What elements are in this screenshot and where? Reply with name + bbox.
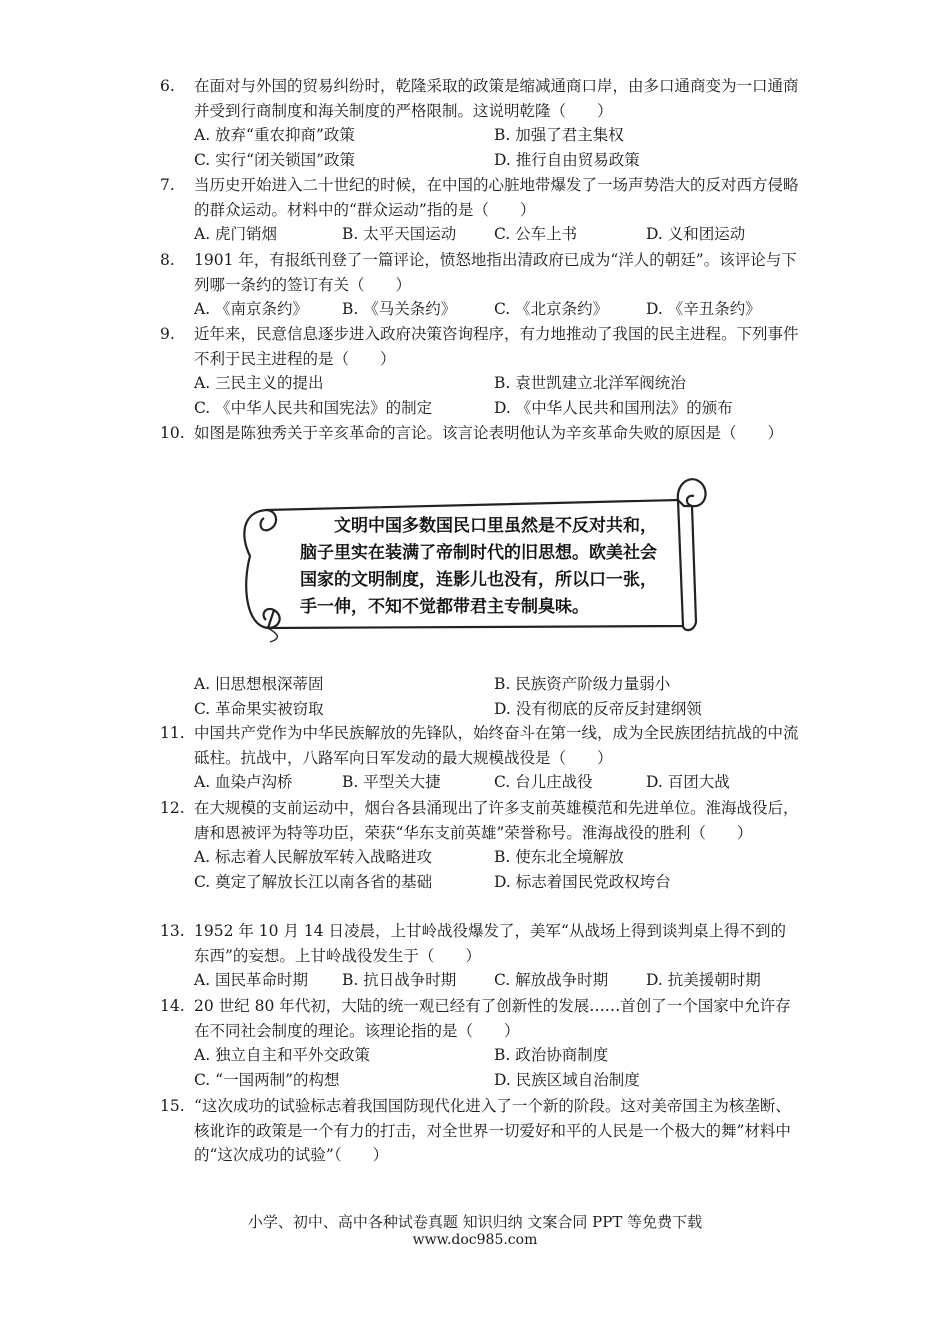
- option-a: A. 标志着人民解放军转入战略进攻: [194, 848, 433, 866]
- option-c: C. 奠定了解放长江以南各省的基础: [194, 872, 433, 891]
- option-b: B. 政治协商制度: [494, 1046, 609, 1064]
- options: [194, 297, 800, 322]
- option-c: C. 公车上书: [494, 225, 578, 243]
- scroll-quote: [300, 513, 700, 621]
- question-number: 14.: [160, 997, 185, 1015]
- question-number: 11.: [160, 724, 185, 742]
- option-d: D. 义和团运动: [646, 225, 746, 243]
- options: [194, 770, 800, 795]
- question-number: 13.: [160, 922, 185, 940]
- question-text: 当历史开始进入二十世纪的时候，在中国的心脏地带爆发了一场声势浩大的反对西方侵略的群众运动。材料中的“群众运动”指的是（ ）: [194, 176, 799, 219]
- option-a: A. 独立自主和平外交政策: [194, 1046, 371, 1064]
- question-11: [160, 721, 800, 795]
- question-text: 近年来，民意信息逐步进入政府决策咨询程序，有力地推动了我国的民主进程。下列事件不利于民主进程的是（ ）: [194, 325, 799, 368]
- option-a: A. 三民主义的提出: [194, 374, 324, 392]
- option-a: A. 虎门销烟: [194, 225, 278, 243]
- option-b: B. 使东北全境解放: [494, 848, 624, 866]
- quote-line-1: 文明中国多数国民口里虽然是不反对共和，: [334, 516, 657, 536]
- option-d: D. 抗美援朝时期: [646, 971, 761, 989]
- option-b: B. 太平天国运动: [342, 225, 457, 243]
- question-number: 12.: [160, 799, 185, 817]
- quote-line-3: 国家的文明制度，连影儿也没有，所以口一张，: [300, 570, 657, 590]
- question-12: [160, 796, 800, 894]
- question-15: [160, 1094, 800, 1168]
- question-text: 如图是陈独秀关于辛亥革命的言论。该言论表明他认为辛亥革命失败的原因是（ ）: [194, 424, 784, 442]
- option-d: D. 民族区域自治制度: [494, 1070, 640, 1089]
- options: [194, 845, 800, 894]
- question-text: 中国共产党作为中华民族解放的先锋队，始终奋斗在第一线，成为全民族团结抗战的中流砥柱。抗战中，八路军向日军发动的最大规模战役是（ ）: [194, 724, 799, 767]
- option-a: A. 放弃“重农抑商”政策: [194, 126, 355, 144]
- option-c: C. 《中华人民共和国宪法》的制定: [194, 398, 433, 417]
- options: [194, 968, 800, 993]
- option-c: C. 台儿庄战役: [494, 773, 593, 791]
- question-text: 1952 年 10 月 14 日凌晨，上甘岭战役爆发了，美军“从战场上得到谈判桌上得不到的东西”的妄想。上甘岭战役发生于（ ）: [194, 922, 786, 965]
- question-14: [160, 994, 800, 1092]
- options: [194, 1043, 800, 1092]
- question-text: “这次成功的试验标志着我国国防现代化进入了一个新的阶段。这对美帝国主为核垄断、核讹诈的政策是一个有力的打击，对全世界一切爱好和平的人民是一个极大的舞”材料中的“这次成功的试验”（ ）: [194, 1097, 791, 1164]
- question-9: [160, 322, 800, 420]
- question-number: 7.: [160, 176, 175, 194]
- question-text: 1901 年，有报纸刊登了一篇评论，愤怒地指出清政府已成为“洋人的朝廷”。该评论与下列哪一条约的签订有关（ ）: [194, 251, 797, 294]
- option-b: B. 民族资产阶级力量弱小: [494, 675, 671, 693]
- question-text: 在大规模的支前运动中，烟台各县涌现出了许多支前英雄模范和先进单位。淮海战役后，唐和恩被评为特等功臣，荣获“华东支前英雄”荣誉称号。淮海战役的胜利（ ）: [194, 799, 799, 842]
- question-number: 15.: [160, 1097, 185, 1115]
- options: [194, 672, 800, 721]
- question-text: 20 世纪 80 年代初，大陆的统一观已经有了创新性的发展……首创了一个国家中允许存在不同社会制度的理论。该理论指的是（ ）: [194, 997, 791, 1040]
- question-text: 在面对与外国的贸易纠纷时，乾隆采取的政策是缩减通商口岸，由多口通商变为一口通商并受到行商制度和海关制度的严格限制。这说明乾隆（ ）: [194, 77, 799, 120]
- question-number: 9.: [160, 325, 175, 343]
- option-d: D. 标志着国民党政权垮台: [494, 872, 671, 891]
- option-d: D. 《中华人民共和国刑法》的颁布: [494, 398, 733, 417]
- options: [194, 371, 800, 420]
- option-c: C. 解放战争时期: [494, 971, 609, 989]
- option-a: A. 《南京条约》: [194, 300, 309, 318]
- option-b: B. 袁世凯建立北洋军阀统治: [494, 374, 686, 392]
- question-number: 6.: [160, 77, 175, 95]
- question-10: [160, 421, 800, 446]
- question-8: [160, 248, 800, 322]
- option-d: D. 《辛丑条约》: [646, 300, 761, 318]
- option-b: B. 《马关条约》: [342, 300, 457, 318]
- option-a: A. 国民革命时期: [194, 971, 309, 989]
- question-number: 8.: [160, 251, 175, 269]
- option-d: D. 推行自由贸易政策: [494, 150, 640, 169]
- question-7: [160, 173, 800, 247]
- option-b: B. 加强了君主集权: [494, 126, 624, 144]
- option-c: C. 《北京条约》: [494, 300, 609, 318]
- question-10-options: [160, 672, 800, 721]
- options: [194, 222, 800, 247]
- quote-line-4: 手一伸，不知不觉都带君主专制臭味。: [300, 597, 589, 617]
- question-13: [160, 919, 800, 993]
- quote-line-2: 脑子里实在装满了帝制时代的旧思想。欧美社会: [300, 543, 657, 563]
- option-a: A. 血染卢沟桥: [194, 773, 293, 791]
- option-c: C. 实行“闭关锁国”政策: [194, 150, 356, 169]
- question-number: 10.: [160, 424, 185, 442]
- options: [194, 123, 800, 172]
- option-d: D. 百团大战: [646, 773, 730, 791]
- footer-promo-text: 小学、初中、高中各种试卷真题 知识归纳 文案合同 PPT 等免费下载: [247, 1213, 703, 1231]
- question-6: [160, 74, 800, 172]
- option-b: B. 抗日战争时期: [342, 971, 457, 989]
- option-d: D. 没有彻底的反帝反封建纲领: [494, 699, 702, 718]
- footer-website[interactable]: www.doc985.com: [412, 1232, 538, 1248]
- option-c: C. 革命果实被窃取: [194, 699, 324, 718]
- option-c: C. “一国两制”的构想: [194, 1070, 340, 1089]
- option-b: B. 平型关大捷: [342, 773, 441, 791]
- option-a: A. 旧思想根深蒂固: [194, 675, 324, 693]
